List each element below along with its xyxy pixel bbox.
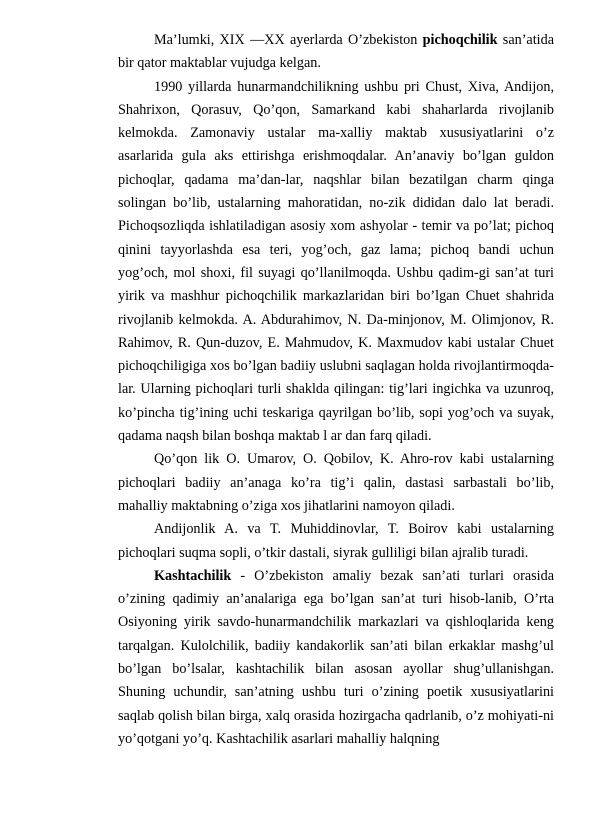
paragraph-text: - O’zbekiston amaliy bezak san’ati turlari orasida o’zining qadimiy an’analariga ega bo’lgan san’at turi hisob-lanib, O’rta Osiyoning yirik savdo-hunarmandchilik markazlari va qishloqlarida keng tarqalgan. Kulolchilik, badiiy kandakorlik san’ati bilan erkaklar mashg’ul bo’lgan bo’lsalar, kashtachilik bilan asosan ayollar shug’ullanishgan. Shuning uchundir, san’atning ushbu turi o’zining poetik xususiyatlarini saqlab qolish bilan birga, xalq orasida hozirgacha qadrlanib, o’z mohiyati-ni yo’qotgani yo’q. Kashtachilik asarlari mahalliy halqning: [118, 567, 554, 747]
paragraph-text: Qo’qon lik O. Umarov, O. Qobilov, K. Ahro-rov kabi ustalarning pichoqlari badiiy an’anaga ko’ra tig’i qalin, dastasi sarbastali bo’lib, mahalliy maktabning o’ziga xos jihatlarini namoyon qiladi.: [118, 451, 554, 514]
paragraph-text: san’atida bir qator maktablar vujudga kelgan.: [118, 32, 554, 72]
paragraph-pichoqchilik-intro: [118, 29, 554, 76]
bold-term-pichoqchilik: pichoqchilik: [422, 32, 498, 48]
paragraph-1990-centers: [118, 76, 554, 449]
paragraph-text: 1990 yillarda hunarmandchilikning ushbu pri Chust, Xiva, Andijon, Shahrixon, Qorasuv, Qo’qon, Samarkand kabi shaharlarda rivojlanib kelmokda. Zamonaviy ustalar ma-xalliy maktab xususiyatlarini o’z asarlarida gula aks ettirishga erishmoqdalar. An’anaviy bo’lgan guldon pichoqlar, qadama ma’dan-lar, naqshlar bilan bezatilgan charm qinga solingan bo’lib, ustalarning mahoratidan, no-zik dididan dalo lat beradi. Pichoqsozliqda ishlatiladigan asosiy xom ashyolar - temir va po’lat; pichoq qinini tayyorlashda esa teri, yog’och, gaz lama; pichoq bandi uchun yog’och, mol shoxi, fil suyagi qo’llanilmoqda. Ushbu qadim-gi san’at turi yirik va mashhur pichoqchilik markazlaridan biri bo’lgan Chuet shahrida rivojlanib kelmokda. A. Abdurahimov, N. Da-minjonov, M. Olimjonov, R. Rahimov, R. Qun-duzov, E. Mahmudov, K. Maxmudov kabi ustalar Chuet pichoqchiligiga xos bo’lgan badiiy uslubni saqlagan holda rivojlantirmoqda-lar. Ularning pichoqlari turli shaklda qilingan: tig’lari ingichka va uzunroq, ko’pincha tig’ining uchi teskariga qayrilgan bo’lib, sopi yog’och va suyak, qadama naqsh bilan boshqa maktab l ar dan farq qiladi.: [118, 78, 554, 445]
paragraph-text: Andijonlik A. va T. Muhiddinovlar, T. Boirov kabi ustalarning pichoqlari suqma sopli, o’tkir dastali, siyrak gulliligi bilan ajralib turadi.: [118, 521, 554, 561]
document-page: [118, 29, 554, 751]
paragraph-qoqon-masters: [118, 448, 554, 518]
paragraph-kashtachilik: [118, 565, 554, 751]
paragraph-andijon-masters: [118, 518, 554, 565]
bold-term-kashtachilik: Kashtachilik: [154, 567, 232, 584]
paragraph-lead-text: Ma’lumki, XIX —XX ayerlarda O’zbekiston: [154, 32, 423, 48]
